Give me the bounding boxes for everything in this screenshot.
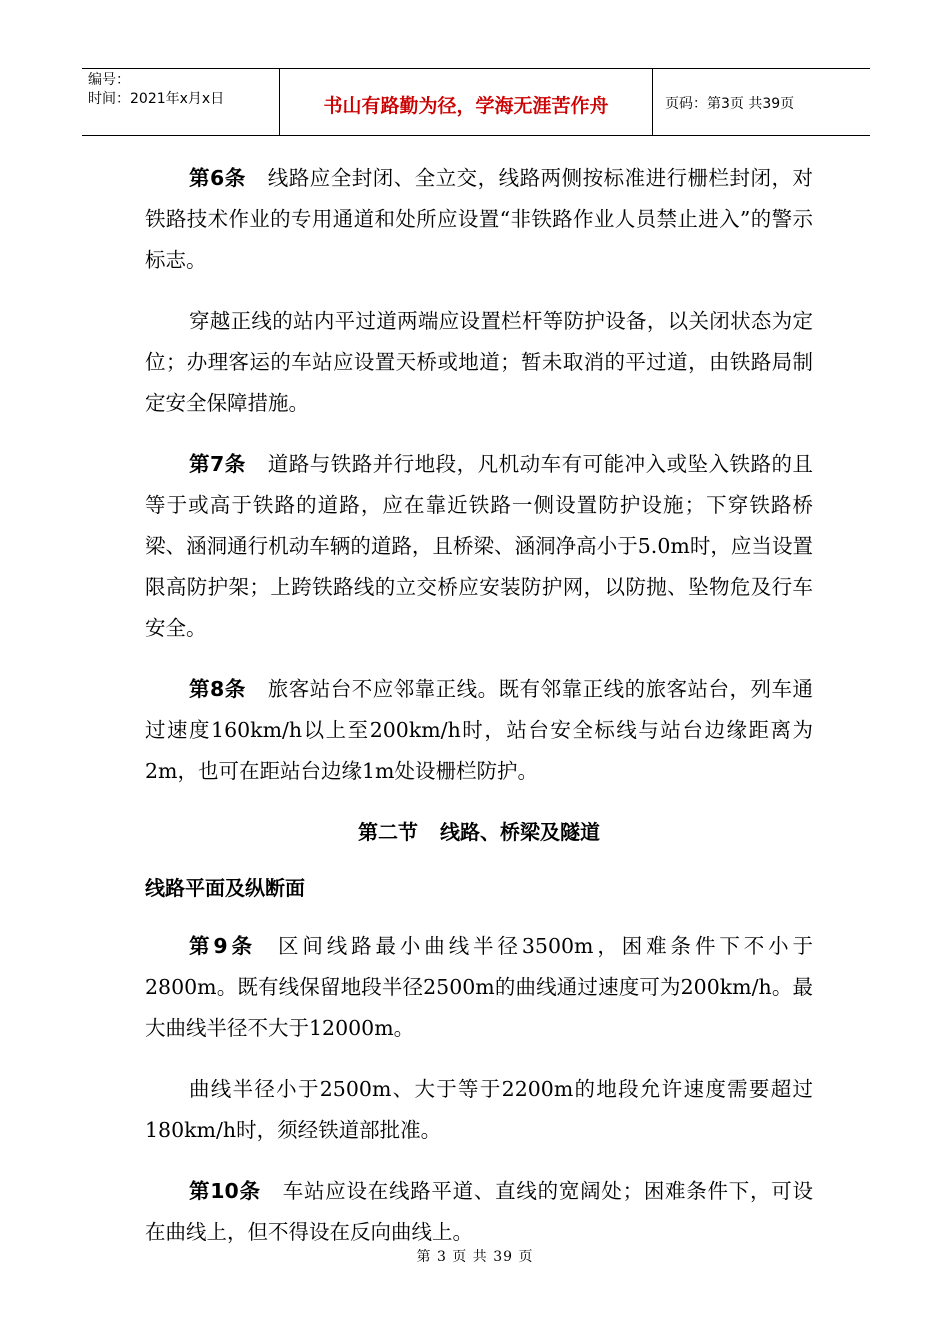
document-body: [145, 158, 813, 1273]
document-date: 时间：2021年x月x日: [88, 91, 225, 107]
article-text: 旅客站台不应邻靠正线。既有邻靠正线的旅客站台，列车通过速度160km/h以上至200km/h时，站台安全标线与站台边缘距离为2m，也可在距站台边缘1m处设栅栏防护。: [145, 677, 814, 783]
section-number: 第二节: [358, 820, 418, 844]
article-text: 穿越正线的站内平过道两端应设置栏杆等防护设备，以关闭状态为定位；办理客运的车站应设置天桥或地道；暂未取消的平过道，由铁路局制定安全保障措施。: [145, 309, 813, 415]
article-paragraph: [145, 1171, 813, 1253]
article-text: 道路与铁路并行地段，凡机动车有可能冲入或坠入铁路的且等于或高于铁路的道路，应在靠近铁路一侧设置防护设施；下穿铁路桥梁、涵洞通行机动车辆的道路，且桥梁、涵洞净高小于5.0m时，应当设置限高防护架；上跨铁路线的立交桥应安装防护网，以防抛、坠物危及行车安全。: [145, 452, 814, 640]
article-text: 线路应全封闭、全立交，线路两侧按标准进行栅栏封闭，对铁路技术作业的专用通道和处所应设置“非铁路作业人员禁止进入”的警示标志。: [145, 166, 814, 272]
article-paragraph: [145, 669, 813, 792]
article-label: 第9条: [189, 934, 256, 958]
article-paragraph: [145, 444, 813, 649]
subheading: 线路平面及纵断面: [145, 876, 305, 900]
article-paragraph: [145, 926, 813, 1049]
page-footer: 第 3 页 共 39 页: [416, 1249, 534, 1265]
page-header: [82, 68, 870, 136]
article-label: 第6条: [189, 166, 246, 190]
article-label: 第8条: [189, 677, 246, 701]
article-text: 车站应设在线路平道、直线的宽阔处；困难条件下，可设在曲线上，但不得设在反向曲线上。: [145, 1179, 813, 1244]
section-name: 线路、桥梁及隧道: [440, 820, 600, 844]
document-number-label: 编号：: [88, 72, 130, 88]
header-motto: 书山有路勤为径，学海无涯苦作舟: [280, 69, 653, 135]
header-meta: [82, 69, 280, 135]
article-label: 第7条: [189, 452, 246, 476]
article-text: 曲线半径小于2500m、大于等于2200m的地段允许速度需要超过180km/h时，须经铁道部批准。: [145, 1077, 813, 1142]
section-title: [145, 812, 813, 852]
header-page-info: 页码：第3页 共39页: [665, 96, 795, 112]
article-paragraph: [145, 158, 813, 281]
article-paragraph: [145, 1069, 813, 1151]
article-label: 第10条: [189, 1179, 261, 1203]
article-text: 区间线路最小曲线半径3500m，困难条件下不小于2800m。既有线保留地段半径2500m的曲线通过速度可为200km/h。最大曲线半径不大于12000m。: [145, 934, 814, 1040]
article-paragraph: [145, 301, 813, 424]
